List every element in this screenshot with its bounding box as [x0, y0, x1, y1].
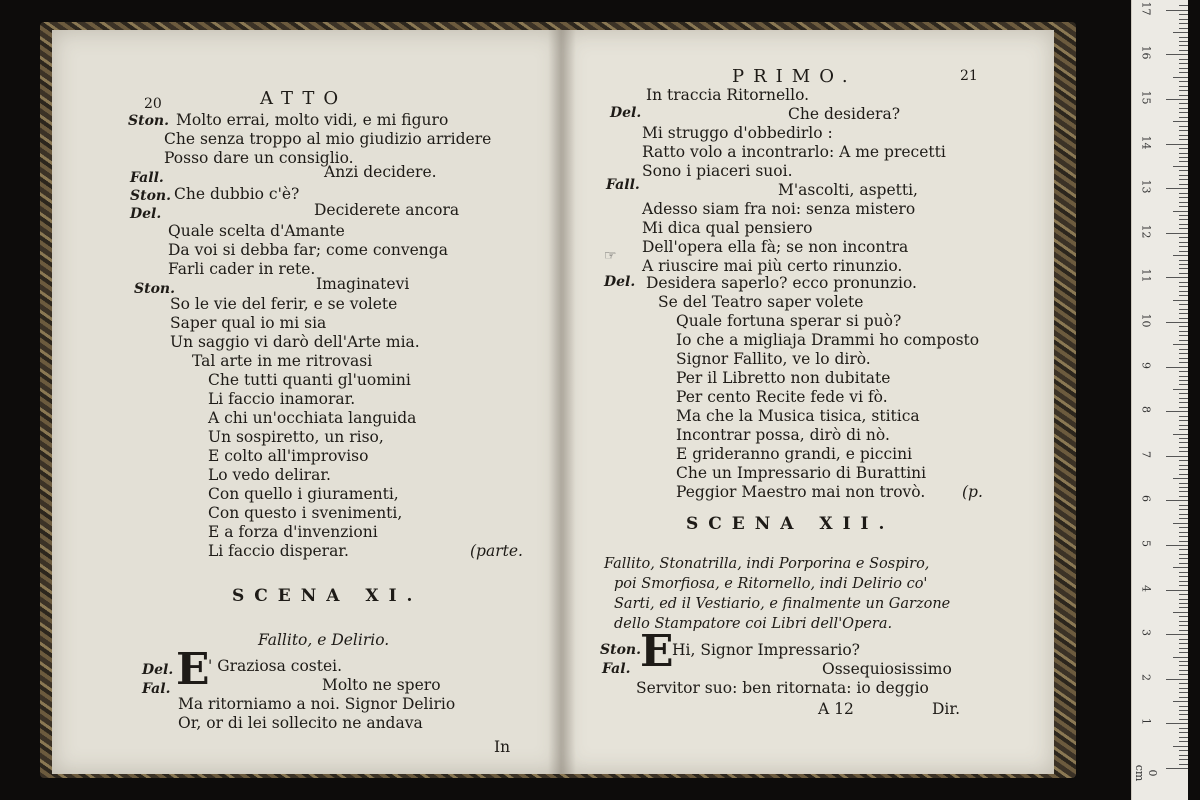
speaker: Del. [604, 274, 636, 290]
verse-line: Signor Fallito, ve lo dirò. [676, 350, 871, 368]
measuring-ruler [1131, 0, 1188, 800]
ruler-tick [1179, 246, 1188, 247]
ruler-tick [1173, 121, 1188, 122]
verse-line: Mi dica qual pensiero [642, 219, 813, 237]
verse-line: Molto errai, molto vidi, e mi figuro [176, 111, 449, 129]
drop-capital: E [176, 644, 210, 695]
ruler-tick [1179, 384, 1188, 385]
verse-line: In traccia Ritornello. [646, 86, 810, 104]
ruler-tick [1179, 674, 1188, 675]
speaker: Fall. [606, 177, 640, 193]
ruler-tick [1179, 14, 1188, 15]
page-number: 20 [144, 96, 162, 112]
verse-line: Con questo i svenimenti, [208, 504, 403, 522]
ruler-tick [1166, 144, 1188, 145]
ruler-tick [1179, 661, 1188, 662]
verse-line: Imaginatevi [316, 275, 410, 293]
verse-line: Ossequiosissimo [822, 660, 952, 678]
verse-line: Servitor suo: ben ritornata: io deggio [636, 679, 929, 697]
ruler-tick [1179, 380, 1188, 381]
verse-line: E a forza d'invenzioni [208, 523, 378, 541]
verse-line: E colto all'improviso [208, 447, 369, 465]
ruler-tick [1179, 326, 1188, 327]
ruler-tick [1179, 260, 1188, 261]
ruler-tick [1179, 108, 1188, 109]
drop-capital: E [640, 626, 674, 677]
ruler-tick [1179, 688, 1188, 689]
verse-line: Quale fortuna sperar si può? [676, 312, 902, 330]
ruler-tick [1179, 532, 1188, 533]
ruler-tick [1179, 273, 1188, 274]
ruler-tick [1179, 95, 1188, 96]
verse-line: Molto ne spero [322, 676, 441, 694]
ruler-tick [1166, 723, 1188, 724]
verse-line: Desidera saperlo? ecco pronunzio. [646, 274, 917, 292]
ruler-tick [1179, 28, 1188, 29]
ruler-tick [1179, 291, 1188, 292]
verse-line: Da voi si debba far; come convenga [168, 241, 448, 259]
verse-line: Posso dare un consiglio. [164, 149, 354, 167]
verse-line: Se del Teatro saper volete [658, 293, 864, 311]
speaker: Ston. [600, 642, 641, 658]
ruler-label: 8 [1139, 406, 1153, 414]
ruler-tick [1179, 45, 1188, 46]
ruler-tick [1166, 99, 1188, 100]
ruler-tick [1173, 434, 1188, 435]
ruler-tick [1179, 603, 1188, 604]
ruler-tick [1179, 264, 1188, 265]
ruler-tick [1179, 41, 1188, 42]
ruler-tick [1179, 755, 1188, 756]
ruler-tick [1179, 402, 1188, 403]
ruler-label: 14 [1139, 135, 1153, 150]
ruler-tick [1179, 697, 1188, 698]
speaker: Fal. [602, 661, 631, 677]
ruler-label: 12 [1139, 224, 1153, 239]
ruler-tick [1166, 367, 1188, 368]
ruler-tick [1179, 429, 1188, 430]
verse-line: Che tutti quanti gl'uomini [208, 371, 411, 389]
verse-line: Ratto volo a incontrarlo: A me precetti [642, 143, 946, 161]
left-page [52, 30, 563, 774]
speaker: Del. [610, 105, 642, 121]
ruler-tick [1179, 683, 1188, 684]
running-head: ATTO [260, 88, 348, 109]
ruler-tick [1166, 233, 1188, 234]
ruler-tick [1179, 585, 1188, 586]
verse-line: Che dubbio c'è? [174, 185, 300, 203]
ruler-tick [1179, 50, 1188, 51]
verse-line: Lo vedo delirar. [208, 466, 331, 484]
right-page [562, 30, 1054, 774]
ruler-tick [1179, 59, 1188, 60]
ruler-tick [1179, 376, 1188, 377]
ruler-tick [1179, 491, 1188, 492]
ruler-tick [1179, 206, 1188, 207]
ruler-tick [1179, 741, 1188, 742]
ruler-tick [1179, 349, 1188, 350]
ruler-tick [1179, 237, 1188, 238]
speaker: Ston. [130, 188, 171, 204]
ruler-tick [1173, 701, 1188, 702]
ruler-tick [1173, 211, 1188, 212]
verse-line: Hi, Signor Impressario? [672, 641, 860, 659]
verse-line: Sono i piaceri suoi. [642, 162, 793, 180]
ruler-label: 10 [1139, 313, 1153, 328]
ruler-tick [1179, 202, 1188, 203]
ruler-tick [1179, 161, 1188, 162]
verse-line: So le vie del ferir, e se volete [170, 295, 398, 313]
ruler-tick [1179, 607, 1188, 608]
ruler-tick [1179, 692, 1188, 693]
ruler-label: 16 [1139, 45, 1153, 60]
ruler-tick [1166, 411, 1188, 412]
verse-line: Incontrar possa, dirò di nò. [676, 426, 890, 444]
ruler-tick [1179, 228, 1188, 229]
ruler-tick [1179, 594, 1188, 595]
ruler-tick [1173, 657, 1188, 658]
ruler-label: 3 [1139, 629, 1153, 637]
verse-line: Per cento Recite fede vi fò. [676, 388, 888, 406]
ruler-tick [1179, 639, 1188, 640]
ruler-tick [1179, 670, 1188, 671]
verse-line: Che un Impressario di Burattini [676, 464, 927, 482]
ruler-tick [1179, 599, 1188, 600]
ruler-tick [1173, 612, 1188, 613]
ruler-label: 6 [1139, 495, 1153, 503]
ruler-label: 11 [1139, 268, 1153, 283]
speaker: Ston. [134, 281, 175, 297]
ruler-tick [1179, 652, 1188, 653]
ruler-tick [1179, 63, 1188, 64]
ruler-tick [1173, 77, 1188, 78]
speaker: Del. [142, 662, 174, 678]
ruler-tick [1179, 224, 1188, 225]
ruler-tick [1179, 117, 1188, 118]
ruler-label: 4 [1139, 584, 1153, 592]
ruler-tick [1179, 215, 1188, 216]
ruler-tick [1179, 179, 1188, 180]
speaker: Ston. [128, 113, 169, 129]
stage-direction: (p. [962, 483, 983, 501]
scene-cast: Fallito, e Delirio. [258, 631, 390, 649]
verse-line: E grideranno grandi, e piccini [676, 445, 913, 463]
ruler-label: 2 [1139, 673, 1153, 681]
ruler-tick [1179, 184, 1188, 185]
ruler-tick [1179, 750, 1188, 751]
verse-line: Anzi decidere. [324, 163, 437, 181]
ruler-tick [1179, 251, 1188, 252]
speaker: Fall. [130, 170, 164, 186]
ruler-tick [1179, 621, 1188, 622]
ruler-label: 7 [1139, 450, 1153, 458]
ruler-tick [1179, 447, 1188, 448]
scene-cast-line: Fallito, Stonatrilla, indi Porporina e Sospiro, [604, 556, 930, 572]
ruler-tick [1179, 242, 1188, 243]
ruler-tick [1179, 714, 1188, 715]
ruler-tick [1179, 86, 1188, 87]
ruler-tick [1179, 170, 1188, 171]
ruler-tick [1179, 541, 1188, 542]
ruler-tick [1179, 451, 1188, 452]
ruler-tick [1166, 456, 1188, 457]
ruler-tick [1173, 523, 1188, 524]
verse-line: Dell'opera ella fà; se non incontra [642, 238, 909, 256]
ruler-tick [1179, 358, 1188, 359]
margin-mark: ☞ [604, 248, 617, 264]
ruler-tick [1179, 572, 1188, 573]
scene-title: SCENA XII. [686, 514, 895, 534]
ruler-tick [1173, 746, 1188, 747]
verse-line: M'ascolti, aspetti, [778, 181, 918, 199]
verse-line: Ma ritorniamo a noi. Signor Delirio [178, 695, 456, 713]
verse-line: Con quello i giuramenti, [208, 485, 399, 503]
ruler-tick [1179, 5, 1188, 6]
ruler-tick [1173, 389, 1188, 390]
ruler-tick [1179, 304, 1188, 305]
ruler-tick [1179, 558, 1188, 559]
page-number: 21 [960, 68, 978, 84]
verse-line: Saper qual io mi sia [170, 314, 327, 332]
ruler-tick [1179, 23, 1188, 24]
ruler-tick [1179, 737, 1188, 738]
ruler-tick [1179, 175, 1188, 176]
ruler-label: 13 [1139, 179, 1153, 194]
ruler-tick [1179, 469, 1188, 470]
ruler-tick [1179, 527, 1188, 528]
ruler-label: 0 cm [1133, 764, 1159, 782]
ruler-tick [1179, 193, 1188, 194]
verse-line: Che senza troppo al mio giudizio arridere [164, 130, 492, 148]
scene-cast-line: poi Smorfiosa, e Ritornello, indi Delirio co' [614, 576, 928, 592]
ruler-tick [1179, 505, 1188, 506]
ruler-tick [1179, 563, 1188, 564]
scene-cast-line: dello Stampatore coi Libri dell'Opera. [614, 616, 893, 632]
ruler-tick [1179, 648, 1188, 649]
ruler-tick [1179, 318, 1188, 319]
ruler-tick [1179, 549, 1188, 550]
verse-line: Io che a migliaja Drammi ho composto [676, 331, 980, 349]
ruler-tick [1179, 425, 1188, 426]
ruler-tick [1179, 625, 1188, 626]
ruler-tick [1179, 393, 1188, 394]
ruler-tick [1179, 153, 1188, 154]
verse-line: A riuscire mai più certo rinunzio. [642, 257, 903, 275]
verse-line: Un saggio vi darò dell'Arte mia. [170, 333, 420, 351]
ruler-tick [1179, 90, 1188, 91]
ruler-label: 9 [1139, 361, 1153, 369]
ruler-tick [1179, 157, 1188, 158]
ruler-tick [1179, 331, 1188, 332]
speaker: Fal. [142, 681, 171, 697]
ruler-tick [1179, 554, 1188, 555]
ruler-tick [1179, 474, 1188, 475]
ruler-tick [1179, 362, 1188, 363]
ruler-tick [1179, 19, 1188, 20]
catchword: In [494, 738, 511, 756]
ruler-tick [1179, 135, 1188, 136]
ruler-tick [1173, 344, 1188, 345]
ruler-tick [1179, 398, 1188, 399]
ruler-tick [1166, 54, 1188, 55]
signature-mark: A 12 [818, 700, 854, 718]
scene-title: SCENA XI. [232, 586, 423, 606]
ruler-tick [1179, 465, 1188, 466]
verse-line: Quale scelta d'Amante [168, 222, 345, 240]
verse-line: Mi struggo d'obbedirlo : [642, 124, 833, 142]
ruler-tick [1179, 759, 1188, 760]
ruler-tick [1179, 509, 1188, 510]
verse-line: Li faccio disperar. [208, 542, 349, 560]
ruler-tick [1179, 442, 1188, 443]
ruler-tick [1166, 679, 1188, 680]
ruler-tick [1179, 219, 1188, 220]
ruler-tick [1179, 630, 1188, 631]
ruler-tick [1179, 496, 1188, 497]
ruler-tick [1179, 37, 1188, 38]
ruler-tick [1179, 309, 1188, 310]
ruler-tick [1179, 139, 1188, 140]
ruler-tick [1179, 438, 1188, 439]
ruler-tick [1179, 72, 1188, 73]
ruler-tick [1179, 295, 1188, 296]
verse-line: Li faccio inamorar. [208, 390, 356, 408]
ruler-tick [1179, 706, 1188, 707]
ruler-tick [1173, 32, 1188, 33]
ruler-label: 1 [1139, 718, 1153, 726]
ruler-label: 5 [1139, 540, 1153, 547]
ruler-tick [1166, 768, 1188, 769]
ruler-tick [1179, 420, 1188, 421]
ruler-tick [1173, 166, 1188, 167]
verse-line: Tal arte in me ritrovasi [192, 352, 373, 370]
ruler-tick [1179, 371, 1188, 372]
ruler-tick [1179, 514, 1188, 515]
ruler-tick [1173, 300, 1188, 301]
ruler-tick [1179, 103, 1188, 104]
ruler-tick [1173, 478, 1188, 479]
ruler-tick [1179, 518, 1188, 519]
ruler-tick [1179, 643, 1188, 644]
ruler-tick [1179, 581, 1188, 582]
ruler-tick [1173, 255, 1188, 256]
ruler-tick [1179, 616, 1188, 617]
ruler-tick [1166, 10, 1188, 11]
ruler-tick [1166, 188, 1188, 189]
stage-direction: (parte. [470, 542, 523, 560]
ruler-label: 17 [1139, 1, 1153, 16]
ruler-tick [1166, 590, 1188, 591]
ruler-tick [1179, 81, 1188, 82]
ruler-tick [1179, 460, 1188, 461]
verse-line: Che desidera? [788, 105, 901, 123]
ruler-tick [1179, 197, 1188, 198]
verse-line: Farli cader in rete. [168, 260, 316, 278]
ruler-tick [1179, 416, 1188, 417]
ruler-tick [1179, 732, 1188, 733]
ruler-tick [1179, 112, 1188, 113]
verse-line: Per il Libretto non dubitate [676, 369, 891, 387]
ruler-tick [1179, 268, 1188, 269]
ruler-label: 15 [1139, 90, 1153, 105]
ruler-tick [1179, 728, 1188, 729]
ruler-tick [1179, 536, 1188, 537]
ruler-tick [1179, 710, 1188, 711]
ruler-tick [1166, 500, 1188, 501]
ruler-tick [1179, 335, 1188, 336]
ruler-tick [1166, 322, 1188, 323]
ruler-tick [1179, 286, 1188, 287]
ruler-tick [1173, 567, 1188, 568]
verse-line: Peggior Maestro mai non trovò. [676, 483, 926, 501]
ruler-tick [1166, 277, 1188, 278]
ruler-tick [1179, 353, 1188, 354]
ruler-tick [1179, 665, 1188, 666]
ruler-tick [1179, 719, 1188, 720]
ruler-tick [1179, 487, 1188, 488]
ruler-tick [1166, 545, 1188, 546]
ruler-tick [1179, 340, 1188, 341]
ruler-tick [1179, 130, 1188, 131]
ruler-tick [1179, 68, 1188, 69]
ruler-tick [1179, 483, 1188, 484]
verse-line: ' Graziosa costei. [208, 657, 343, 675]
scene-cast-line: Sarti, ed il Vestiario, e finalmente un Garzone [614, 596, 951, 612]
ruler-tick [1179, 764, 1188, 765]
verse-line: Deciderete ancora [314, 201, 460, 219]
ruler-tick [1179, 148, 1188, 149]
verse-line: Ma che la Musica tisica, stitica [676, 407, 920, 425]
running-head: PRIMO. [732, 66, 857, 87]
speaker: Del. [130, 206, 162, 222]
verse-line: A chi un'occhiata languida [208, 409, 417, 427]
ruler-tick [1179, 576, 1188, 577]
catchword: Dir. [932, 700, 961, 718]
ruler-tick [1179, 407, 1188, 408]
ruler-tick [1179, 126, 1188, 127]
ruler-tick [1179, 282, 1188, 283]
ruler-tick [1179, 313, 1188, 314]
verse-line: Un sospiretto, un riso, [208, 428, 384, 446]
ruler-tick [1166, 634, 1188, 635]
verse-line: Or, or di lei sollecito ne andava [178, 714, 423, 732]
verse-line: Adesso siam fra noi: senza mistero [642, 200, 916, 218]
